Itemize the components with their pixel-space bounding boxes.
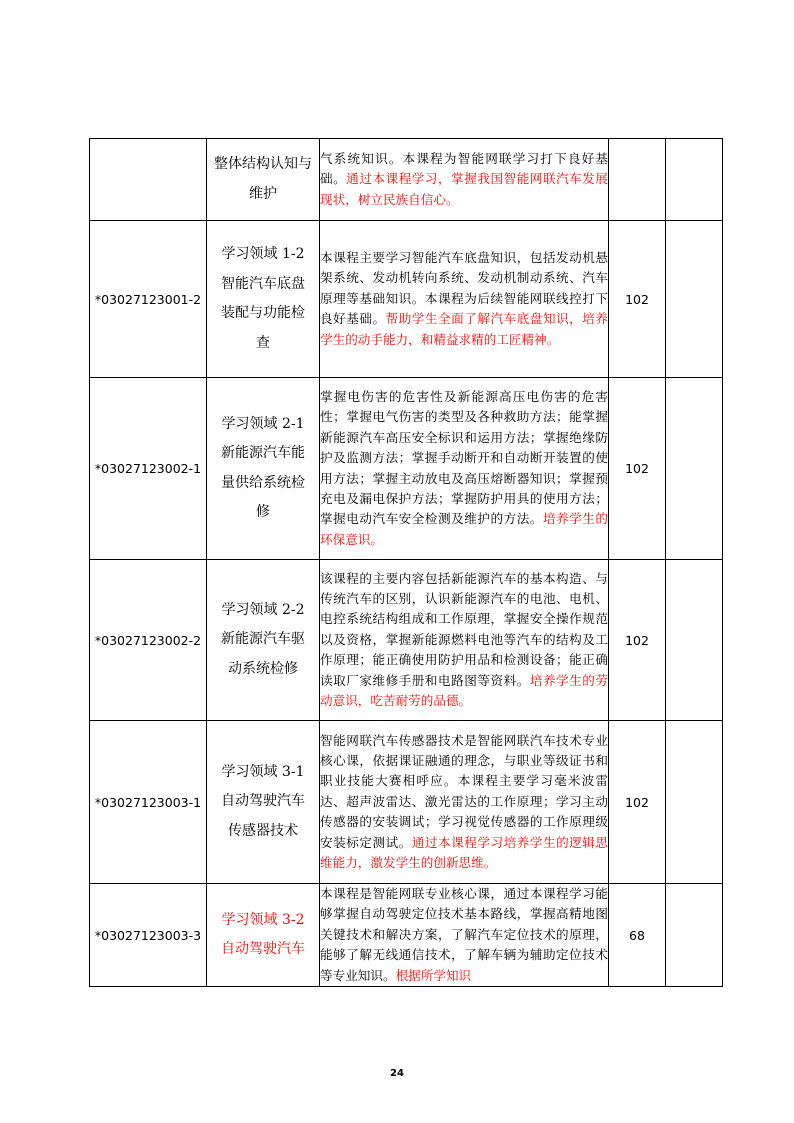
table-row — [90, 721, 723, 884]
course-description-text: 本课程主要学习智能汽车底盘知识，包括发动机悬架系统、发动机转向系统、发动机制动系统、汽车原理等基础知识。本课程为后续智能网联线控打下良好基础。 — [320, 249, 608, 327]
course-name-cell — [207, 560, 320, 721]
course-name-line: 学习领域 2-1 — [221, 415, 305, 432]
course-hours-cell: 68 — [609, 884, 666, 987]
course-name-line: 整体结构认知与 — [214, 156, 312, 172]
course-code-cell: *03027123002-2 — [90, 560, 207, 721]
course-hours-cell: 102 — [609, 221, 666, 378]
course-description-text: 本课程是智能网联专业核心课，通过本课程学习能够掌握自动驾驶定位技术基本路线，掌握高精地图关键技术和解决方案，了解汽车定位技术的原理，能够了解无线通信技术，了解车辆为辅助定位技术等专业知识。 — [320, 886, 608, 983]
course-name-line: 学习领域 2-2 — [221, 601, 305, 618]
page-number: 24 — [390, 1068, 404, 1079]
course-description-text: 该课程的主要内容包括新能源汽车的基本构造、与传统汽车的区别，认识新能源汽车的电池、电机、电控系统结构组成和工作原理，掌握安全操作规范以及资格，掌握新能源燃料电池等汽车的结构及工作原理；能正确使用防护用品和检测设备；能正确读取厂家维修手册和电路图等资料。 — [320, 570, 608, 688]
course-description-text: 智能网联汽车传感器技术是智能网联汽车技术专业核心课，依据课证融通的理念，与职业等级证书和职业技能大赛相呼应。本课程主要学习毫米波雷达、超声波雷达、激光雷达的工作原理；学习主动传感器的安装调试；学习视觉传感器的工作原理级安装标定测试。 — [320, 732, 608, 850]
course-ideology-text: 培养学生的劳动意识，吃苦耐劳的品德。 — [320, 672, 609, 709]
table-row — [90, 221, 723, 378]
course-description-cell — [320, 560, 609, 721]
course-name-line: 修 — [256, 504, 270, 520]
course-name-line: 自动驾驶汽车 — [221, 941, 305, 958]
course-name-line: 学习领域 1-2 — [221, 246, 305, 262]
course-name-line: 装配与功能检 — [221, 305, 305, 321]
course-name-cell — [207, 139, 320, 221]
course-description-cell — [320, 884, 609, 987]
course-name-line: 自动驾驶汽车 — [221, 793, 305, 810]
course-name-cell — [207, 221, 320, 378]
empty-cell — [666, 884, 723, 987]
course-description-cell — [320, 721, 609, 884]
empty-cell — [666, 721, 723, 884]
course-name-line: 动系统检修 — [228, 660, 298, 677]
course-code-cell: *03027123003-1 — [90, 721, 207, 884]
course-description-cell — [320, 378, 609, 560]
course-name-line: 量供给系统检 — [221, 474, 305, 491]
course-name-line: 传感器技术 — [228, 822, 298, 839]
course-ideology-text: 根据所学知识 — [395, 967, 472, 983]
table-row — [90, 139, 723, 221]
course-code-cell — [90, 139, 207, 221]
table-row — [90, 378, 723, 560]
course-hours-cell: 102 — [609, 560, 666, 721]
empty-cell — [666, 560, 723, 721]
course-hours-cell: 102 — [609, 378, 666, 560]
course-description-text: 掌握电伤害的危害性及新能源高压电伤害的危害性；掌握电气伤害的类型及各种救助方法；能掌握新能源汽车高压安全标识和运用方法；掌握绝缘防护及监测方法；掌握手动断开和自动断开装置的使用方法；掌握主动放电及高压熔断器知识；掌握预充电及漏电保护方法；掌握防护用具的使用方法；掌握电动汽车安全检测及维护的方法。 — [320, 388, 608, 527]
course-description-text: 气系统知识。本课程为智能网联学习打下良好基础。 — [320, 150, 608, 187]
table-row — [90, 884, 723, 987]
course-name-line: 查 — [256, 334, 270, 351]
empty-cell — [666, 221, 723, 378]
course-code-cell: *03027123002-1 — [90, 378, 207, 560]
course-hours-cell: 102 — [609, 721, 666, 884]
empty-cell — [666, 139, 723, 221]
course-name-cell — [207, 884, 320, 987]
course-ideology-text: 通过本课程学习，掌握我国智能网联汽车发展现状，树立民族自信心。 — [320, 171, 609, 207]
course-name-line: 新能源汽车驱 — [221, 631, 305, 648]
course-name-line: 学习领域 3-2 — [221, 911, 305, 928]
course-name-cell — [207, 378, 320, 560]
course-name-cell — [207, 721, 320, 884]
table-row — [90, 560, 723, 721]
course-ideology-text: 帮助学生全面了解汽车底盘知识，培养学生的动手能力，和精益求精的工匠精神。 — [320, 311, 609, 347]
course-ideology-text: 通过本课程学习培养学生的逻辑思维能力，激发学生的创新思维。 — [320, 834, 609, 871]
course-name-line: 维护 — [249, 185, 277, 202]
course-name-line: 学习领域 3-1 — [221, 763, 305, 780]
course-ideology-text: 培养学生的环保意识。 — [320, 511, 609, 547]
course-name-line: 新能源汽车能 — [221, 445, 305, 461]
course-hours-cell — [609, 139, 666, 221]
course-name-line: 智能汽车底盘 — [221, 275, 305, 292]
course-code-cell: *03027123001-2 — [90, 221, 207, 378]
empty-cell — [666, 378, 723, 560]
course-description-cell — [320, 139, 609, 221]
course-code-cell: *03027123003-3 — [90, 884, 207, 987]
course-table-body — [90, 139, 723, 987]
course-description-cell — [320, 221, 609, 378]
course-table — [89, 138, 723, 987]
